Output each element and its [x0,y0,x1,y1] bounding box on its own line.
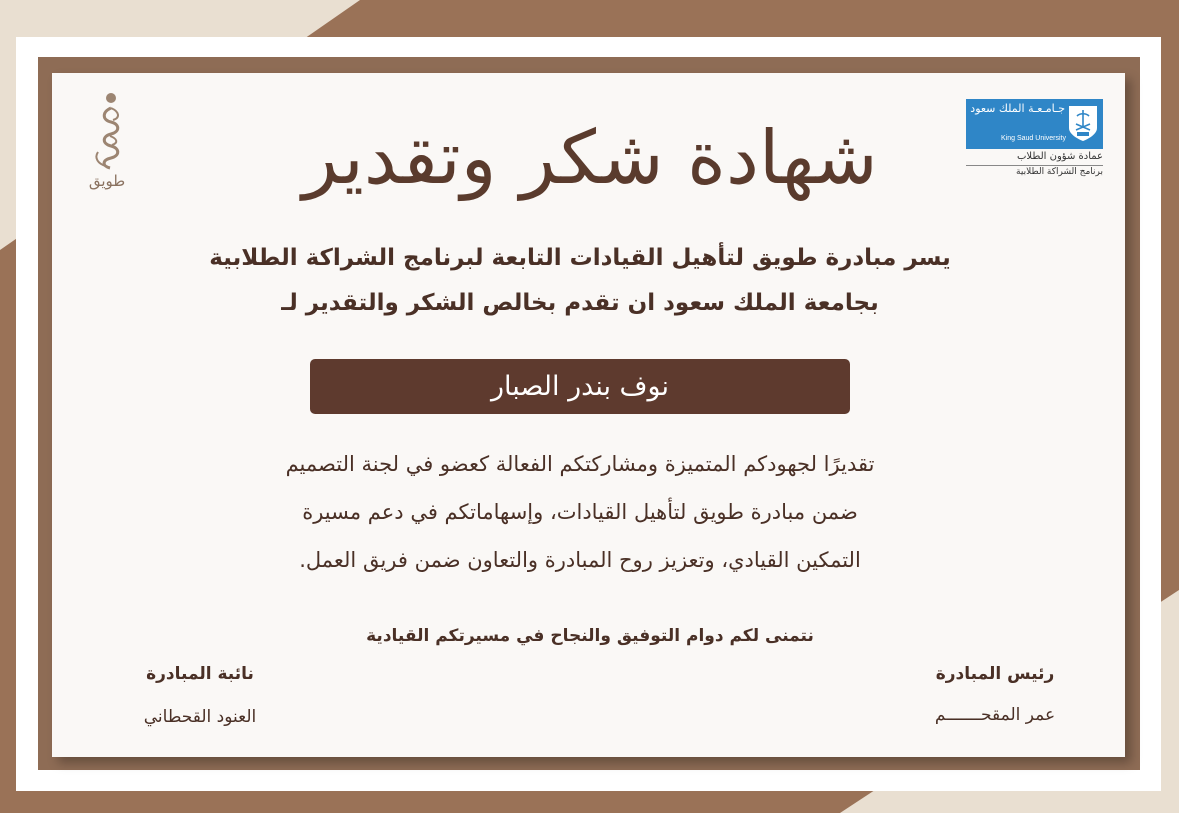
ksu-logo [966,99,1103,183]
body-line-3: التمكين القيادي، وتعزيز روح المبادرة والتعاون ضمن فريق العمل. [299,548,861,572]
ksu-deanship: عمادة شؤون الطلاب [1017,151,1103,162]
closing-wish: نتمنى لكم دوام التوفيق والنجاح في مسيرتكم القيادية [366,626,814,646]
intro-line-1: يسر مبادرة طويق لتأهيل القيادات التابعة لبرنامج الشراكة الطلابية [209,245,951,271]
head-name: عمر المقحـــــــم [934,705,1056,725]
tuwaiq-logo-label: طويق [88,172,126,190]
vice-head-title: نائبة المبادرة [146,664,254,684]
ksu-emblem-icon [1067,104,1099,142]
recipient-name-bar [310,359,850,414]
head-title: رئيس المبادرة [935,664,1055,684]
body-line-1: تقديرًا لجهودكم المتميزة ومشاركتكم الفعالة كعضو في لجنة التصميم [285,452,875,476]
recipient-name: نوف بندر الصبار [490,371,670,402]
ksu-logo-box [966,99,1103,149]
ksu-program: برنامج الشراكة الطلابية [1016,167,1103,177]
ksu-english-name: King Saud University [1001,135,1066,142]
certificate-title: شهادة شكر وتقدير [302,115,878,201]
ksu-arabic-name: جـامـعـة الملك سعود [970,102,1065,115]
ksu-divider [966,165,1103,166]
intro-line-2: بجامعة الملك سعود ان تقدم بخالص الشكر والتقدير لـ [281,290,879,316]
vice-head-name: العنود القحطاني [143,707,257,727]
body-line-2: ضمن مبادرة طويق لتأهيل القيادات، وإسهاماتكم في دعم مسيرة [302,500,858,524]
